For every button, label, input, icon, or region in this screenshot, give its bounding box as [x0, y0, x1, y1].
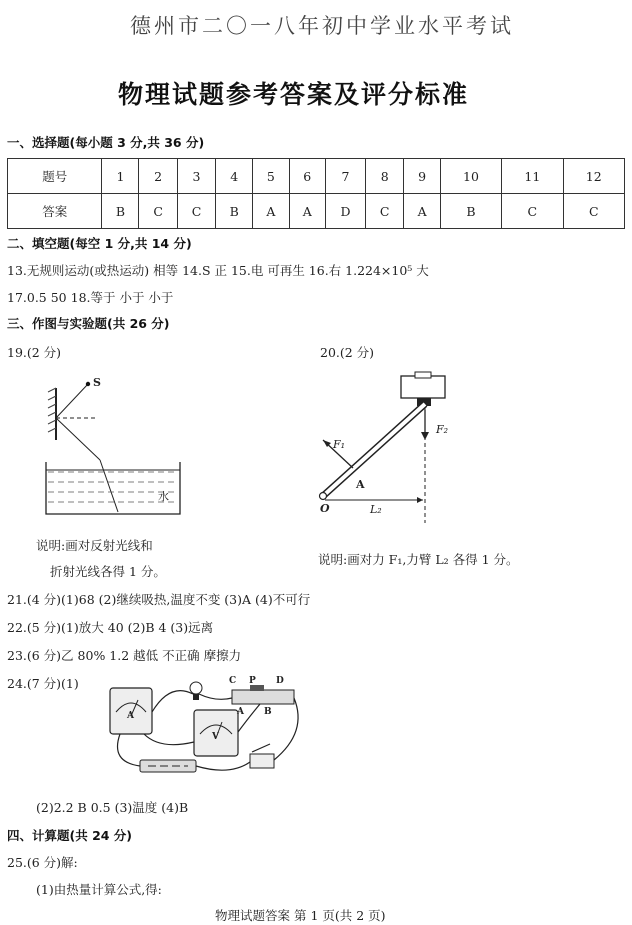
note19-line1: 说明:画对反射光线和	[36, 538, 153, 553]
table-row-numbers	[8, 159, 625, 194]
question-number: 11	[502, 159, 563, 194]
answer-cell: D	[325, 194, 365, 229]
fill-line-2: 17.0.5 50 18.等于 小于 小于	[7, 290, 174, 305]
fig20-l2-label: L₂	[370, 503, 382, 516]
section4-heading: 四、计算题(共 24 分)	[7, 828, 133, 843]
question-number: 6	[289, 159, 325, 194]
fig20-a-label: A	[356, 478, 365, 491]
answer-cell: C	[563, 194, 624, 229]
note19-line2: 折射光线各得 1 分。	[50, 564, 166, 579]
row-label-answer: 答案	[8, 194, 102, 229]
fig19-water-label: 水	[158, 490, 169, 503]
fill-line-1: 13.无规则运动(或热运动) 相等 14.S 正 15.电 可再生 16.右 1.224×10⁵ 大	[7, 263, 429, 278]
table-row-answers	[8, 194, 625, 229]
answer-cell: A	[253, 194, 289, 229]
q22-answer: 22.(5 分)(1)放大 40 (2)B 4 (3)远离	[7, 620, 214, 635]
question-number: 10	[440, 159, 501, 194]
fig20-f1-label: F₁	[333, 438, 346, 451]
fig19-s-label: S	[93, 376, 101, 389]
fig20-f2-label: F₂	[436, 423, 449, 436]
q24-label: 24.(7 分)(1)	[7, 676, 79, 691]
question-number: 7	[325, 159, 365, 194]
fig24-b-label: B	[264, 707, 272, 717]
exam-header: 德州市二〇一八年初中学业水平考试	[130, 14, 514, 38]
q24-answer: (2)2.2 B 0.5 (3)温度 (4)B	[36, 800, 189, 815]
q21-answer: 21.(4 分)(1)68 (2)继续吸热,温度不变 (3)A (4)不可行	[7, 592, 311, 607]
fig24-a-label: A	[237, 707, 244, 717]
answer-cell: B	[102, 194, 139, 229]
question-number: 2	[139, 159, 177, 194]
q25-step1: (1)由热量计算公式,得:	[36, 882, 162, 897]
answer-cell: A	[289, 194, 325, 229]
page-footer: 物理试题答案 第 1 页(共 2 页)	[215, 908, 386, 923]
q25-label: 25.(6 分)解:	[7, 855, 78, 870]
question-number: 1	[102, 159, 139, 194]
section1-heading: 一、选择题(每小题 3 分,共 36 分)	[7, 135, 205, 150]
row-label-question: 题号	[8, 159, 102, 194]
answer-cell: C	[366, 194, 404, 229]
fig24-d-label: D	[276, 676, 284, 686]
question-number: 12	[563, 159, 624, 194]
note20: 说明:画对力 F₁,力臂 L₂ 各得 1 分。	[318, 552, 519, 567]
answer-cell: B	[216, 194, 253, 229]
answer-cell: B	[440, 194, 501, 229]
figure-24-circuit	[100, 672, 315, 780]
fig24-c-label: C	[229, 676, 237, 686]
question-number: 3	[177, 159, 215, 194]
answer-cell: C	[502, 194, 563, 229]
answer-table	[7, 158, 625, 229]
fig24-voltmeter-label: V	[212, 732, 219, 742]
page-title: 物理试题参考答案及评分标准	[118, 80, 470, 109]
question-number: 9	[404, 159, 440, 194]
answer-cell: C	[139, 194, 177, 229]
fig24-p-label: P	[249, 676, 256, 686]
question-number: 4	[216, 159, 253, 194]
answer-cell: C	[177, 194, 215, 229]
fig24-ammeter-label: A	[127, 711, 134, 721]
q23-answer: 23.(6 分)乙 80% 1.2 越低 不正确 摩擦力	[7, 648, 242, 663]
section3-heading: 三、作图与实验题(共 26 分)	[7, 316, 170, 331]
question-number: 8	[366, 159, 404, 194]
q19-label: 19.(2 分)	[7, 345, 62, 360]
q20-label: 20.(2 分)	[320, 345, 375, 360]
question-number: 5	[253, 159, 289, 194]
answer-cell: A	[404, 194, 440, 229]
section2-heading: 二、填空题(每空 1 分,共 14 分)	[7, 236, 192, 251]
fig20-o-label: O	[320, 502, 330, 515]
